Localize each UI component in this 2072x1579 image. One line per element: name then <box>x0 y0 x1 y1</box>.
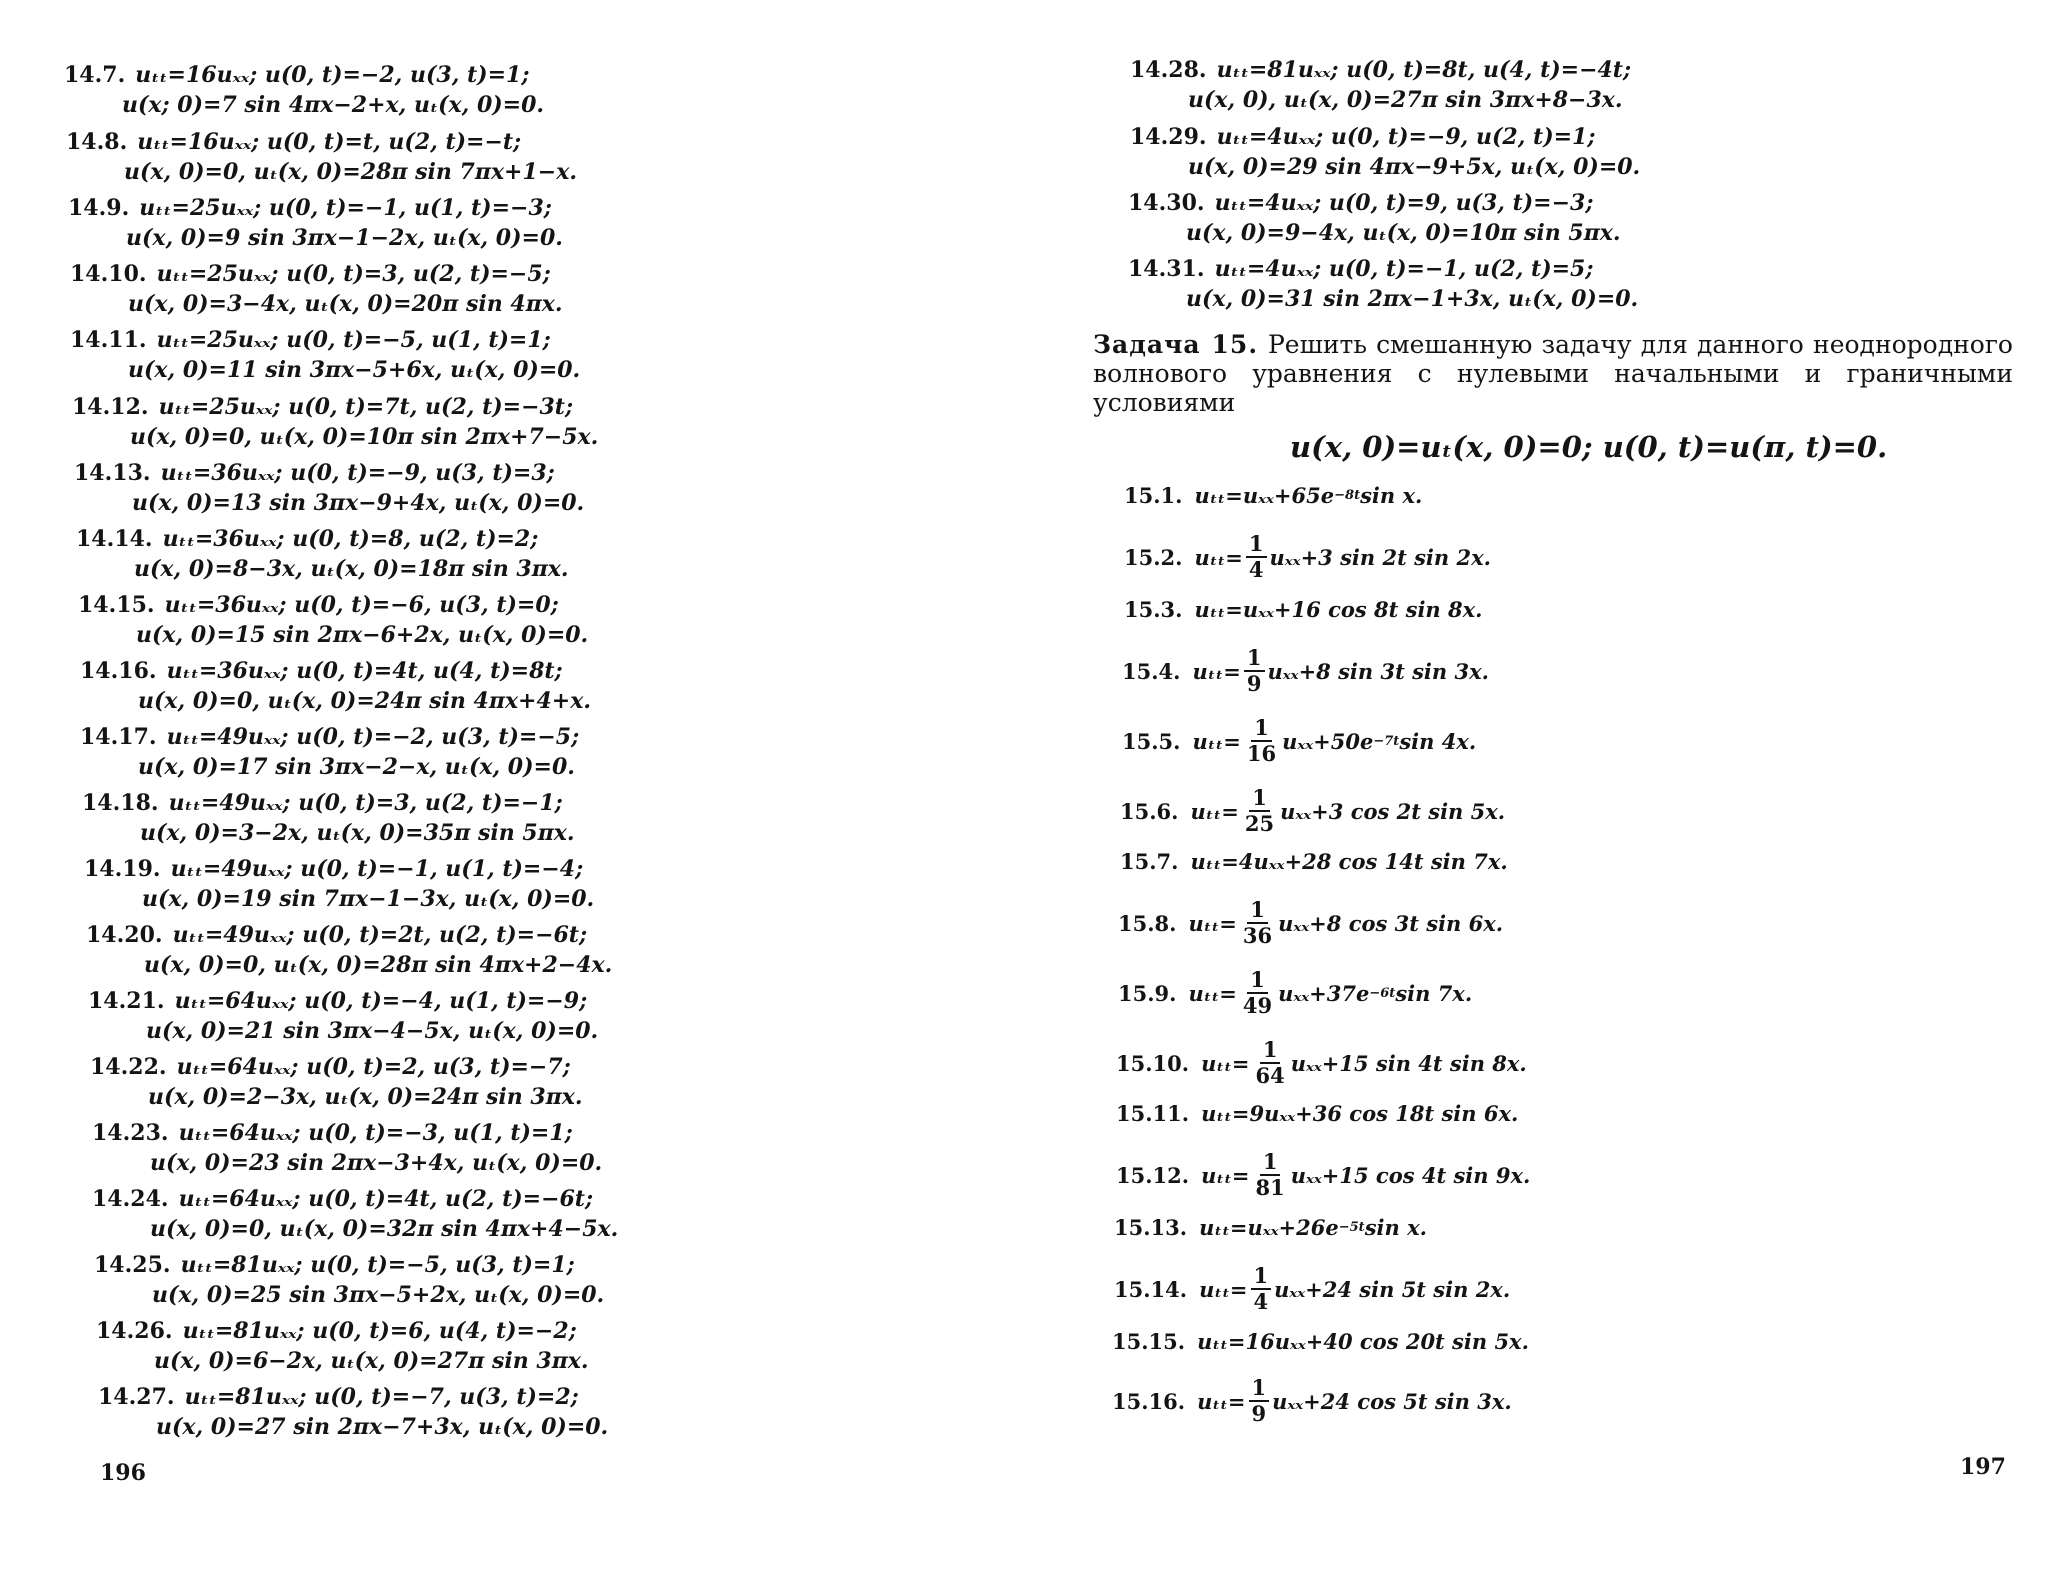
problem-14-16: 14.16. uₜₜ=36uₓₓ; u(0, t)=4t, u(4, t)=8t; u(x, 0)=0, uₜ(x, 0)=24π sin 4πx+4+x. <box>80 658 592 714</box>
fraction: $\frac{1}{4}$ <box>1246 532 1267 582</box>
fraction: $\frac{1}{64}$ <box>1255 1037 1285 1088</box>
problem-15-4: 15.4. uₜₜ= $\frac{1}{9}$ uₓₓ+8 sin 3t sin 3x. <box>1122 645 1489 696</box>
problem-14-28: 14.28. uₜₜ=81uₓₓ; u(0, t)=8t, u(4, t)=−4t; u(x, 0), uₜ(x, 0)=27π sin 3πx+8−3x. <box>1130 57 1632 113</box>
problem-14-13: 14.13. uₜₜ=36uₓₓ; u(0, t)=−9, u(3, t)=3; u(x, 0)=13 sin 3πx−9+4x, uₜ(x, 0)=0. <box>74 460 585 516</box>
problem-14-17: 14.17. uₜₜ=49uₓₓ; u(0, t)=−2, u(3, t)=−5; u(x, 0)=17 sin 3πx−2−x, uₜ(x, 0)=0. <box>80 724 580 780</box>
problem-15-12: 15.12. uₜₜ= $\frac{1}{81}$ uₓₓ+15 cos 4t sin 9x. <box>1116 1149 1531 1200</box>
task-15-text: Решить смешанную задачу для данного неоднородного волнового уравнения с нулевыми начальными и граничными условиями <box>1093 330 2013 417</box>
fraction: $\frac{1}{9}$ <box>1244 646 1265 696</box>
problem-14-15: 14.15. uₜₜ=36uₓₓ; u(0, t)=−6, u(3, t)=0; u(x, 0)=15 sin 2πx−6+2x, uₜ(x, 0)=0. <box>78 592 589 648</box>
problem-15-11: 15.11. uₜₜ=9uₓₓ+36 cos 18t sin 6x. <box>1116 1100 1519 1126</box>
problem-15-9: 15.9. uₜₜ= $\frac{1}{49}$ uₓₓ+37e −6t sin 7x. <box>1118 967 1473 1018</box>
problem-14-27: 14.27. uₜₜ=81uₓₓ; u(0, t)=−7, u(3, t)=2; u(x, 0)=27 sin 2πx−7+3x, uₜ(x, 0)=0. <box>98 1384 609 1440</box>
problem-14-12: 14.12. uₜₜ=25uₓₓ; u(0, t)=7t, u(2, t)=−3t; u(x, 0)=0, uₜ(x, 0)=10π sin 2πx+7−5x. <box>72 394 599 450</box>
task-15-statement <box>1093 330 2013 417</box>
fraction: $\frac{1}{36}$ <box>1242 897 1273 948</box>
problem-14-19: 14.19. uₜₜ=49uₓₓ; u(0, t)=−1, u(1, t)=−4; u(x, 0)=19 sin 7πx−1−3x, uₜ(x, 0)=0. <box>84 856 595 912</box>
page-number: 196 <box>100 1460 146 1486</box>
problem-14-9: 14.9. uₜₜ=25uₓₓ; u(0, t)=−1, u(1, t)=−3; u(x, 0)=9 sin 3πx−1−2x, uₜ(x, 0)=0. <box>68 195 563 251</box>
problem-14-22: 14.22. uₜₜ=64uₓₓ; u(0, t)=2, u(3, t)=−7; u(x, 0)=2−3x, uₜ(x, 0)=24π sin 3πx. <box>90 1054 583 1110</box>
problem-15-15: 15.15. uₜₜ=16uₓₓ+40 cos 20t sin 5x. <box>1112 1328 1529 1354</box>
problem-14-8: 14.8. uₜₜ=16uₓₓ; u(0, t)=t, u(2, t)=−t; u(x, 0)=0, uₜ(x, 0)=28π sin 7πx+1−x. <box>66 129 578 185</box>
problem-15-16: 15.16. uₜₜ= $\frac{1}{9}$ uₓₓ+24 cos 5t sin 3x. <box>1112 1375 1512 1426</box>
problem-14-25: 14.25. uₜₜ=81uₓₓ; u(0, t)=−5, u(3, t)=1; u(x, 0)=25 sin 3πx−5+2x, uₜ(x, 0)=0. <box>94 1252 605 1308</box>
problem-15-10: 15.10. uₜₜ= $\frac{1}{64}$ uₓₓ+15 sin 4t sin 8x. <box>1116 1037 1527 1088</box>
fraction: $\frac{1}{9}$ <box>1249 1376 1270 1426</box>
problem-15-3: 15.3. uₜₜ=uₓₓ+16 cos 8t sin 8x. <box>1124 596 1483 622</box>
problem-14-26: 14.26. uₜₜ=81uₓₓ; u(0, t)=6, u(4, t)=−2; u(x, 0)=6−2x, uₜ(x, 0)=27π sin 3πx. <box>96 1318 589 1374</box>
problem-15-5: 15.5. uₜₜ= $\frac{1}{16}$ uₓₓ+50e −7t sin 4x. <box>1122 715 1477 766</box>
problem-15-6: 15.6. uₜₜ= $\frac{1}{25}$ uₓₓ+3 cos 2t sin 5x. <box>1120 785 1506 836</box>
task-15-condition: u(x, 0)=uₜ(x, 0)=0; u(0, t)=u(π, t)=0. <box>1290 430 1888 464</box>
problem-14-10: 14.10. uₜₜ=25uₓₓ; u(0, t)=3, u(2, t)=−5; u(x, 0)=3−4x, uₜ(x, 0)=20π sin 4πx. <box>70 261 563 317</box>
problem-15-14: 15.14. uₜₜ= $\frac{1}{4}$ uₓₓ+24 sin 5t sin 2x. <box>1114 1263 1511 1314</box>
problem-15-7: 15.7. uₜₜ=4uₓₓ+28 cos 14t sin 7x. <box>1120 848 1508 874</box>
problem-14-18: 14.18. uₜₜ=49uₓₓ; u(0, t)=3, u(2, t)=−1; u(x, 0)=3−2x, uₜ(x, 0)=35π sin 5πx. <box>82 790 575 846</box>
fraction: $\frac{1}{16}$ <box>1246 715 1277 766</box>
task-15-title: Задача 15. <box>1093 330 1259 359</box>
problem-15-13: 15.13. uₜₜ=uₓₓ+26e −5t sin x. <box>1114 1214 1427 1240</box>
problem-15-1: 15.1. uₜₜ=uₓₓ+65e −8t sin x. <box>1124 482 1423 508</box>
fraction: $\frac{1}{49}$ <box>1242 967 1273 1018</box>
fraction: $\frac{1}{4}$ <box>1251 1264 1272 1314</box>
problem-14-21: 14.21. uₜₜ=64uₓₓ; u(0, t)=−4, u(1, t)=−9; u(x, 0)=21 sin 3πx−4−5x, uₜ(x, 0)=0. <box>88 988 599 1044</box>
problem-14-31: 14.31. uₜₜ=4uₓₓ; u(0, t)=−1, u(2, t)=5; u(x, 0)=31 sin 2πx−1+3x, uₜ(x, 0)=0. <box>1128 256 1639 312</box>
problem-14-30: 14.30. uₜₜ=4uₓₓ; u(0, t)=9, u(3, t)=−3; u(x, 0)=9−4x, uₜ(x, 0)=10π sin 5πx. <box>1128 190 1621 246</box>
problem-14-24: 14.24. uₜₜ=64uₓₓ; u(0, t)=4t, u(2, t)=−6t; u(x, 0)=0, uₜ(x, 0)=32π sin 4πx+4−5x. <box>92 1186 619 1242</box>
problem-14-7: 14.7. uₜₜ=16uₓₓ; u(0, t)=−2, u(3, t)=1; u(x; 0)=7 sin 4πx−2+x, uₜ(x, 0)=0. <box>64 62 545 118</box>
fraction: $\frac{1}{81}$ <box>1255 1149 1285 1200</box>
problem-14-14: 14.14. uₜₜ=36uₓₓ; u(0, t)=8, u(2, t)=2; u(x, 0)=8−3x, uₜ(x, 0)=18π sin 3πx. <box>76 526 569 582</box>
problem-14-23: 14.23. uₜₜ=64uₓₓ; u(0, t)=−3, u(1, t)=1; u(x, 0)=23 sin 2πx−3+4x, uₜ(x, 0)=0. <box>92 1120 603 1176</box>
problem-14-20: 14.20. uₜₜ=49uₓₓ; u(0, t)=2t, u(2, t)=−6t; u(x, 0)=0, uₜ(x, 0)=28π sin 4πx+2−4x. <box>86 922 613 978</box>
problem-15-8: 15.8. uₜₜ= $\frac{1}{36}$ uₓₓ+8 cos 3t sin 6x. <box>1118 897 1504 948</box>
fraction: $\frac{1}{25}$ <box>1244 785 1275 836</box>
problem-14-11: 14.11. uₜₜ=25uₓₓ; u(0, t)=−5, u(1, t)=1; u(x, 0)=11 sin 3πx−5+6x, uₜ(x, 0)=0. <box>70 327 581 383</box>
problem-14-29: 14.29. uₜₜ=4uₓₓ; u(0, t)=−9, u(2, t)=1; u(x, 0)=29 sin 4πx−9+5x, uₜ(x, 0)=0. <box>1130 124 1641 180</box>
problem-15-2: 15.2. uₜₜ= $\frac{1}{4}$ uₓₓ+3 sin 2t sin 2x. <box>1124 531 1491 582</box>
page-number: 197 <box>1960 1454 2006 1480</box>
